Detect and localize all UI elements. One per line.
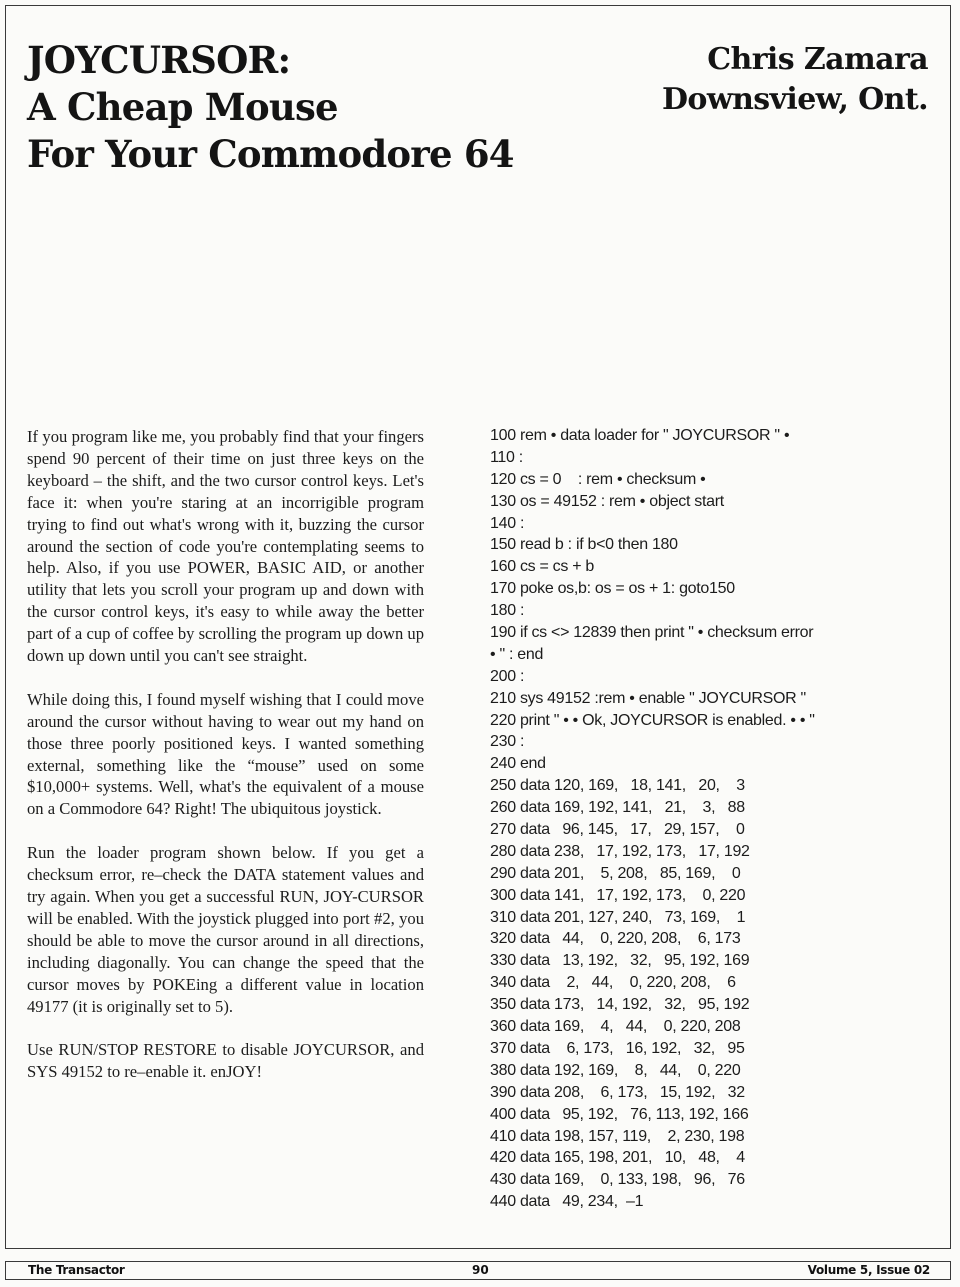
program-listing [490,425,910,1213]
page-number: 90 [472,1263,489,1277]
code-line: 150 read b : if b<0 then 180 [490,536,678,554]
code-line: 250 data 120, 169, 18, 141, 20, 3 [490,777,745,795]
title-line-3: For Your Commodore 64 [27,132,514,176]
code-line: 140 : [490,514,525,532]
paragraph: While doing this, I found myself wishing that I could move around the cursor without having to wear out my hand on those three poorly positioned keys. I wanted something external, something like the “mouse” used on some $10,000+ systems. Well, what's the equivalent of a mouse on a Commodore 64? Right! The ubiquitous joystick. [27,689,424,819]
code-line: • " : end [490,645,544,663]
paragraph: Use RUN/STOP RESTORE to disable JOYCURSOR, and SYS 49152 to re–enable it. enJOY! [27,1040,424,1082]
code-line: 290 data 201, 5, 208, 85, 169, 0 [490,864,741,882]
code-line: 440 data 49, 234, –1 [490,1193,644,1211]
code-line: 420 data 165, 198, 201, 10, 48, 4 [490,1149,745,1167]
code-line: 190 if cs <> 12839 then print " • checksum error [490,624,814,642]
code-line: 430 data 169, 0, 133, 198, 96, 76 [490,1171,745,1189]
author-location: Downsview, Ont. [662,82,928,117]
publication-name: The Transactor [28,1263,125,1277]
code-line: 360 data 169, 4, 44, 0, 220, 208 [490,1018,741,1036]
page-footer [5,1261,951,1280]
code-line: 260 data 169, 192, 141, 21, 3, 88 [490,799,745,817]
code-line: 240 end [490,755,546,773]
code-line: 370 data 6, 173, 16, 192, 32, 95 [490,1039,745,1057]
code-line: 320 data 44, 0, 220, 208, 6, 173 [490,930,741,948]
code-line: 170 poke os,b: os = os + 1: goto150 [490,580,735,598]
code-line: 230 : [490,733,525,751]
code-line: 350 data 173, 14, 192, 32, 95, 192 [490,996,750,1014]
issue-info: Volume 5, Issue 02 [807,1263,930,1277]
article-body [27,426,424,1105]
code-line: 130 os = 49152 : rem • object start [490,492,724,510]
code-line: 340 data 2, 44, 0, 220, 208, 6 [490,974,736,992]
code-line: 200 : [490,667,525,685]
code-line: 330 data 13, 192, 32, 95, 192, 169 [490,952,750,970]
paragraph: Run the loader program shown below. If you get a checksum error, re–check the DATA statement values and try again. When you get a successful RUN, JOY-CURSOR will be enabled. With the joystick plugged into port #2, you should be able to move the cursor around in all directions, including diagonally. You can change the speed that the cursor moves by POKEing a different value in location 49177 (it is originally set to 5). [27,843,424,1016]
code-line: 270 data 96, 145, 17, 29, 157, 0 [490,821,745,839]
paragraph: If you program like me, you probably find that your fingers spend 90 percent of their time on just three keys on the keyboard – the shift, and the two cursor control keys. Let's face it: when you're staring at an incorrigible program trying to find out what's wrong with it, buzzing the cursor around the section of code you're contemplating seems to help. Also, if you use POWER, BASIC AID, or another utility that lets you scroll your program up and down with the cursor control keys, it's easy to while away the better part of a cup of coffee by scrolling the program up down up down up down until you can't see straight. [27,427,424,666]
article-title [27,37,514,178]
code-line: 310 data 201, 127, 240, 73, 169, 1 [490,908,746,926]
byline [662,40,928,120]
code-line: 410 data 198, 157, 119, 2, 230, 198 [490,1127,745,1145]
title-line-1: JOYCURSOR: [27,38,291,82]
code-line: 160 cs = cs + b [490,558,595,576]
title-line-2: A Cheap Mouse [27,85,338,129]
code-line: 210 sys 49152 :rem • enable " JOYCURSOR " [490,689,806,707]
code-line: 180 : [490,602,525,620]
code-line: 390 data 208, 6, 173, 15, 192, 32 [490,1083,745,1101]
code-line: 300 data 141, 17, 192, 173, 0, 220 [490,886,746,904]
code-line: 380 data 192, 169, 8, 44, 0, 220 [490,1061,741,1079]
code-line: 220 print " • • Ok, JOYCURSOR is enabled. • • " [490,711,815,729]
code-line: 100 rem • data loader for " JOYCURSOR " • [490,427,790,444]
code-line: 280 data 238, 17, 192, 173, 17, 192 [490,842,750,860]
code-line: 400 data 95, 192, 76, 113, 192, 166 [490,1105,749,1123]
code-line: 110 : [490,448,523,466]
author-name: Chris Zamara [707,42,928,77]
code-line: 120 cs = 0 : rem • checksum • [490,470,706,488]
